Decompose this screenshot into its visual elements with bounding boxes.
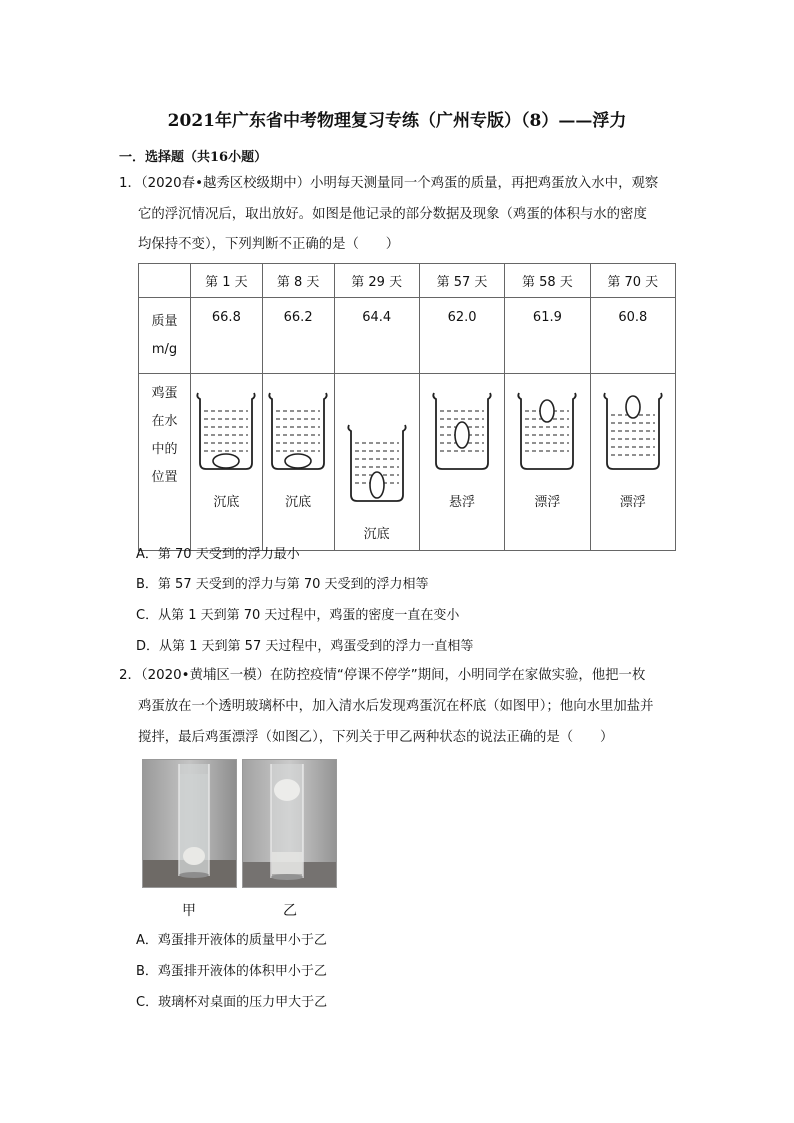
mass-value: 61.9 xyxy=(505,298,590,374)
q2-option-a[interactable]: A．鸡蛋排开液体的质量甲小于乙 xyxy=(136,933,327,948)
beaker-egg-suspended-icon xyxy=(430,389,494,473)
day-header: 第 1 天 xyxy=(191,264,263,298)
position-label-line: 中的 xyxy=(151,442,178,457)
mass-value: 66.8 xyxy=(191,298,263,374)
photo-label-yi: 乙 xyxy=(283,903,297,919)
position-cell xyxy=(334,374,419,551)
egg-state: 悬浮 xyxy=(449,495,476,510)
egg-state: 沉底 xyxy=(363,527,390,542)
mass-label-line: 质量 xyxy=(151,313,178,329)
mass-value: 66.2 xyxy=(262,298,334,374)
day-header: 第 29 天 xyxy=(334,264,419,298)
position-cell xyxy=(505,374,590,551)
q1-option-a[interactable]: A．第 70 天受到的浮力最小 xyxy=(136,547,300,562)
table-row-position xyxy=(139,374,676,551)
position-label-line: 鸡蛋 xyxy=(151,386,178,401)
position-label-cell xyxy=(139,374,191,551)
photo-label-jia: 甲 xyxy=(182,903,196,919)
mass-label-cell xyxy=(139,298,191,374)
q2-option-c[interactable]: C．玻璃杯对桌面的压力甲大于乙 xyxy=(136,995,328,1010)
q2-line-1: 2．（2020•黄埔区一模）在防控疫情“停课不停学”期间，小明同学在家做实验，他把一枚 xyxy=(119,668,646,683)
egg-state: 漂浮 xyxy=(534,495,561,510)
mass-value: 62.0 xyxy=(419,298,504,374)
beaker-egg-floating-high-icon xyxy=(601,389,665,473)
day-header: 第 57 天 xyxy=(419,264,504,298)
q1-option-c[interactable]: C．从第 1 天到第 70 天过程中，鸡蛋的密度一直在变小 xyxy=(136,608,460,623)
table-row-days xyxy=(139,264,676,298)
beaker-egg-floating-icon xyxy=(515,389,579,473)
beaker-egg-sunk-upright-icon xyxy=(345,421,409,505)
q2-line-2: 鸡蛋放在一个透明玻璃杯中，加入清水后发现鸡蛋沉在杯底（如图甲）；他向水里加盐并 xyxy=(138,699,654,714)
position-cell xyxy=(191,374,263,551)
q2-line-3: 搅拌，最后鸡蛋漂浮（如图乙），下列关于甲乙两种状态的说法正确的是（ ） xyxy=(138,730,614,745)
position-cell xyxy=(590,374,675,551)
mass-value: 64.4 xyxy=(334,298,419,374)
page-title: 2021年广东省中考物理复习专练（广州专版）（8）——浮力 xyxy=(167,111,627,131)
position-label-line: 在水 xyxy=(151,414,178,429)
q1-option-d[interactable]: D．从第 1 天到第 57 天过程中，鸡蛋受到的浮力一直相等 xyxy=(136,639,474,654)
position-label-line: 位置 xyxy=(151,470,178,485)
q2-option-b[interactable]: B．鸡蛋排开液体的体积甲小于乙 xyxy=(136,964,327,979)
q1-option-b[interactable]: B．第 57 天受到的浮力与第 70 天受到的浮力相等 xyxy=(136,577,429,592)
day-header: 第 58 天 xyxy=(505,264,590,298)
photo-egg-floating-glass xyxy=(242,759,337,888)
mass-label-line: m/g xyxy=(151,341,178,357)
table-corner-cell xyxy=(139,264,191,298)
egg-data-table xyxy=(138,263,676,551)
photo-egg-sunk-glass xyxy=(142,759,237,888)
egg-state: 沉底 xyxy=(285,495,312,510)
day-header: 第 8 天 xyxy=(262,264,334,298)
egg-state: 沉底 xyxy=(213,495,240,510)
egg-state: 漂浮 xyxy=(619,495,646,510)
table-row-mass xyxy=(139,298,676,374)
q1-line-2: 它的浮沉情况后，取出放好。如图是他记录的部分数据及现象（鸡蛋的体积与水的密度 xyxy=(138,207,647,222)
position-cell xyxy=(419,374,504,551)
day-header: 第 70 天 xyxy=(590,264,675,298)
beaker-egg-sunk-icon xyxy=(266,389,330,473)
position-cell xyxy=(262,374,334,551)
section-heading: 一．选择题（共16小题） xyxy=(119,150,268,165)
q1-line-3: 均保持不变），下列判断不正确的是（ ） xyxy=(138,237,400,252)
beaker-egg-sunk-icon xyxy=(194,389,258,473)
mass-value: 60.8 xyxy=(590,298,675,374)
q1-line-1: 1．（2020春•越秀区校级期中）小明每天测量同一个鸡蛋的质量，再把鸡蛋放入水中，观察 xyxy=(119,176,659,191)
